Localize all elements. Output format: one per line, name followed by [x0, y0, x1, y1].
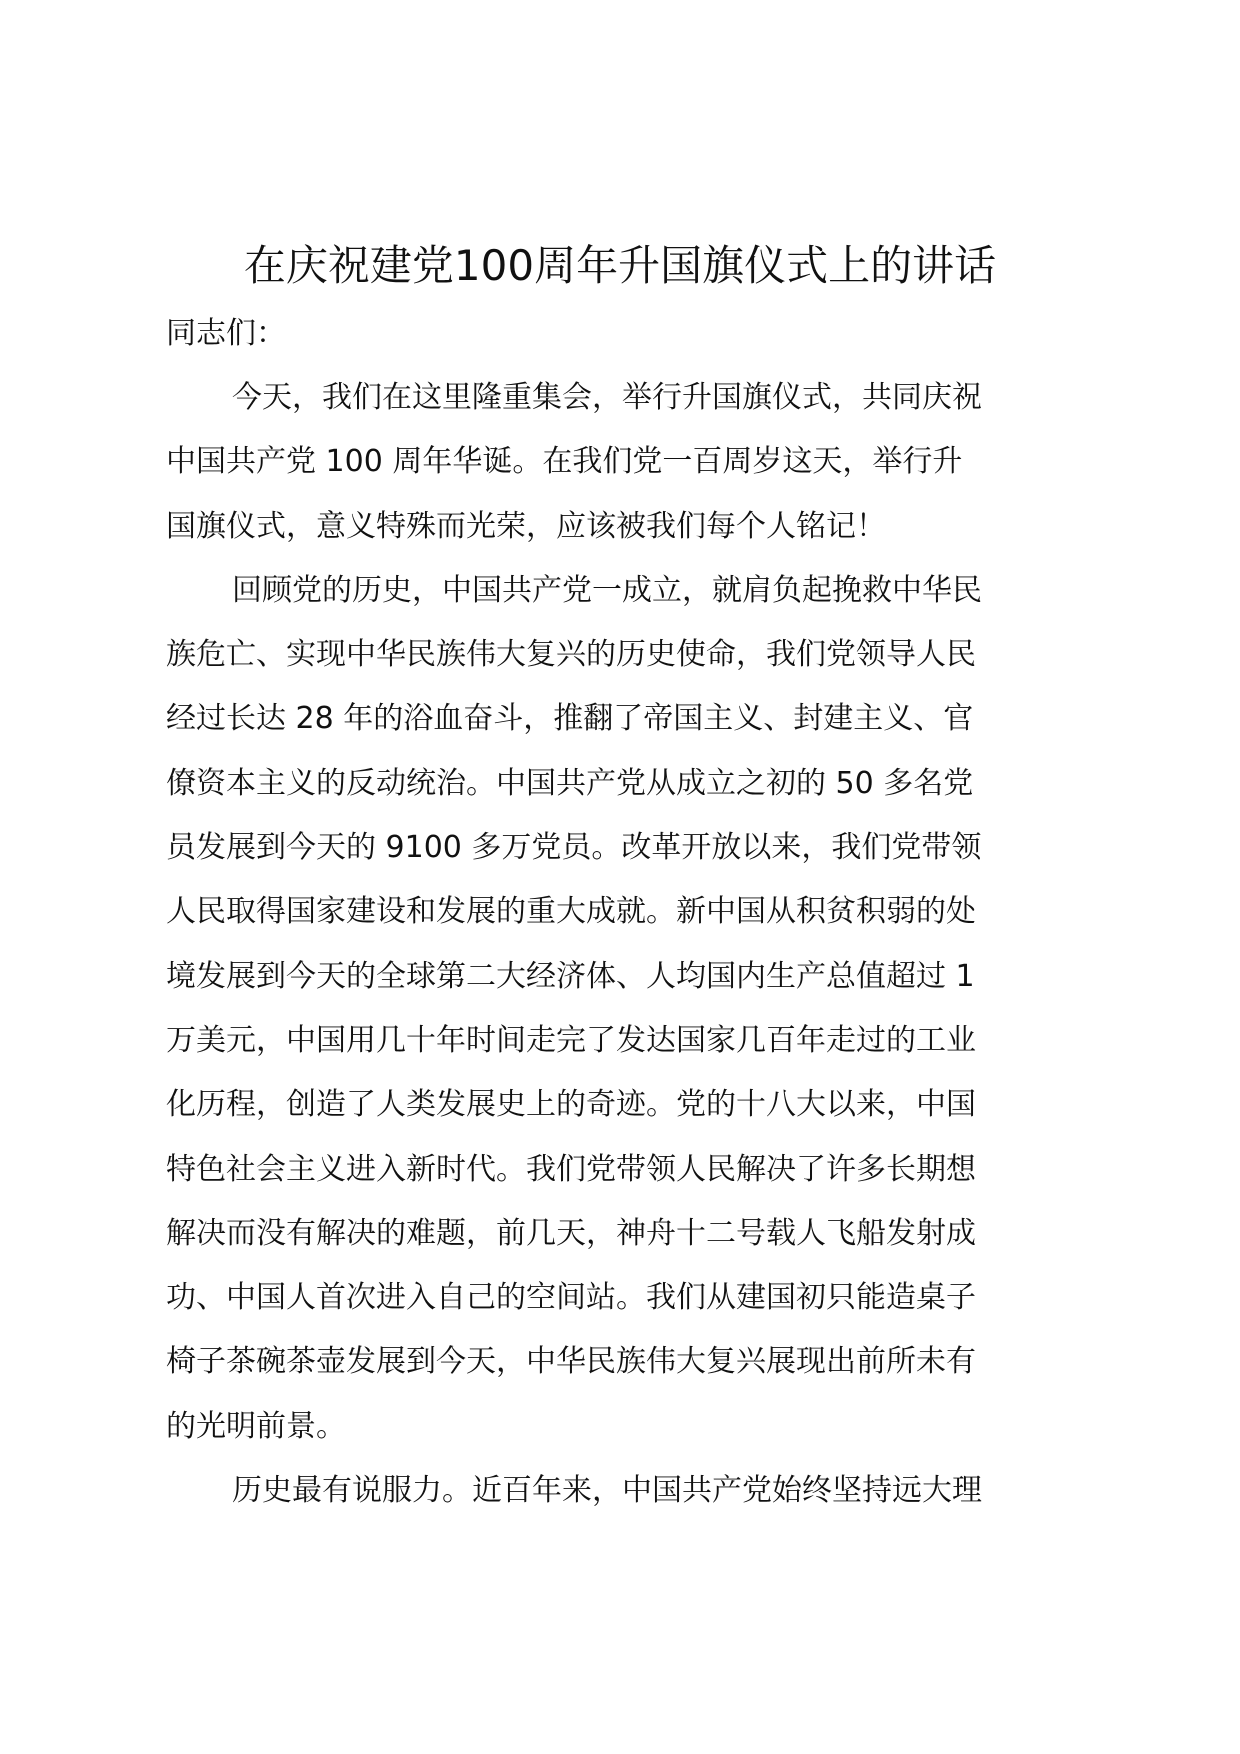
paragraph-line: 历史最有说服力。近百年来，中国共产党始终坚持远大理	[232, 1473, 982, 1509]
greeting: 同志们：	[166, 316, 286, 351]
paragraph-line: 员发展到今天的 9100 多万党员。改革开放以来，我们党带领	[166, 830, 982, 866]
paragraph-line: 解决而没有解决的难题，前几天，神舟十二号载人飞船发射成	[166, 1215, 976, 1251]
document-title: 在庆祝建党100周年升国旗仪式上的讲话	[243, 241, 997, 290]
paragraph-line: 的光明前景。	[166, 1408, 346, 1444]
paragraph-line: 国旗仪式，意义特殊而光荣，应该被我们每个人铭记！	[166, 508, 886, 544]
paragraph-line: 境发展到今天的全球第二大经济体、人均国内生产总值超过 1	[166, 958, 975, 994]
paragraph-2	[166, 559, 1086, 1459]
paragraph-line: 回顾党的历史，中国共产党一成立，就肩负起挽救中华民	[232, 572, 982, 608]
paragraph-line: 万美元，中国用几十年时间走完了发达国家几百年走过的工业	[166, 1022, 976, 1058]
document-body	[166, 302, 1086, 1523]
paragraph-line: 功、中国人首次进入自己的空间站。我们从建国初只能造桌子	[166, 1280, 976, 1316]
paragraph-line: 椅子茶碗茶壶发展到今天，中华民族伟大复兴展现出前所未有	[166, 1344, 976, 1380]
paragraph-line: 中国共产党 100 周年华诞。在我们党一百周岁这天，举行升	[166, 444, 963, 480]
paragraph-line: 特色社会主义进入新时代。我们党带领人民解决了许多长期想	[166, 1151, 976, 1187]
paragraph-line: 化历程，创造了人类发展史上的奇迹。党的十八大以来，中国	[166, 1087, 976, 1123]
paragraph-1	[166, 366, 1086, 559]
paragraph-line: 僚资本主义的反动统治。中国共产党从成立之初的 50 多名党	[166, 765, 974, 801]
paragraph-line: 经过长达 28 年的浴血奋斗，推翻了帝国主义、封建主义、官	[166, 701, 974, 737]
paragraph-line: 人民取得国家建设和发展的重大成就。新中国从积贫积弱的处	[166, 894, 976, 930]
paragraph-line: 族危亡、实现中华民族伟大复兴的历史使命，我们党领导人民	[166, 637, 976, 673]
paragraph-3	[166, 1459, 1086, 1523]
paragraph-line: 今天，我们在这里隆重集会，举行升国旗仪式，共同庆祝	[232, 380, 982, 415]
